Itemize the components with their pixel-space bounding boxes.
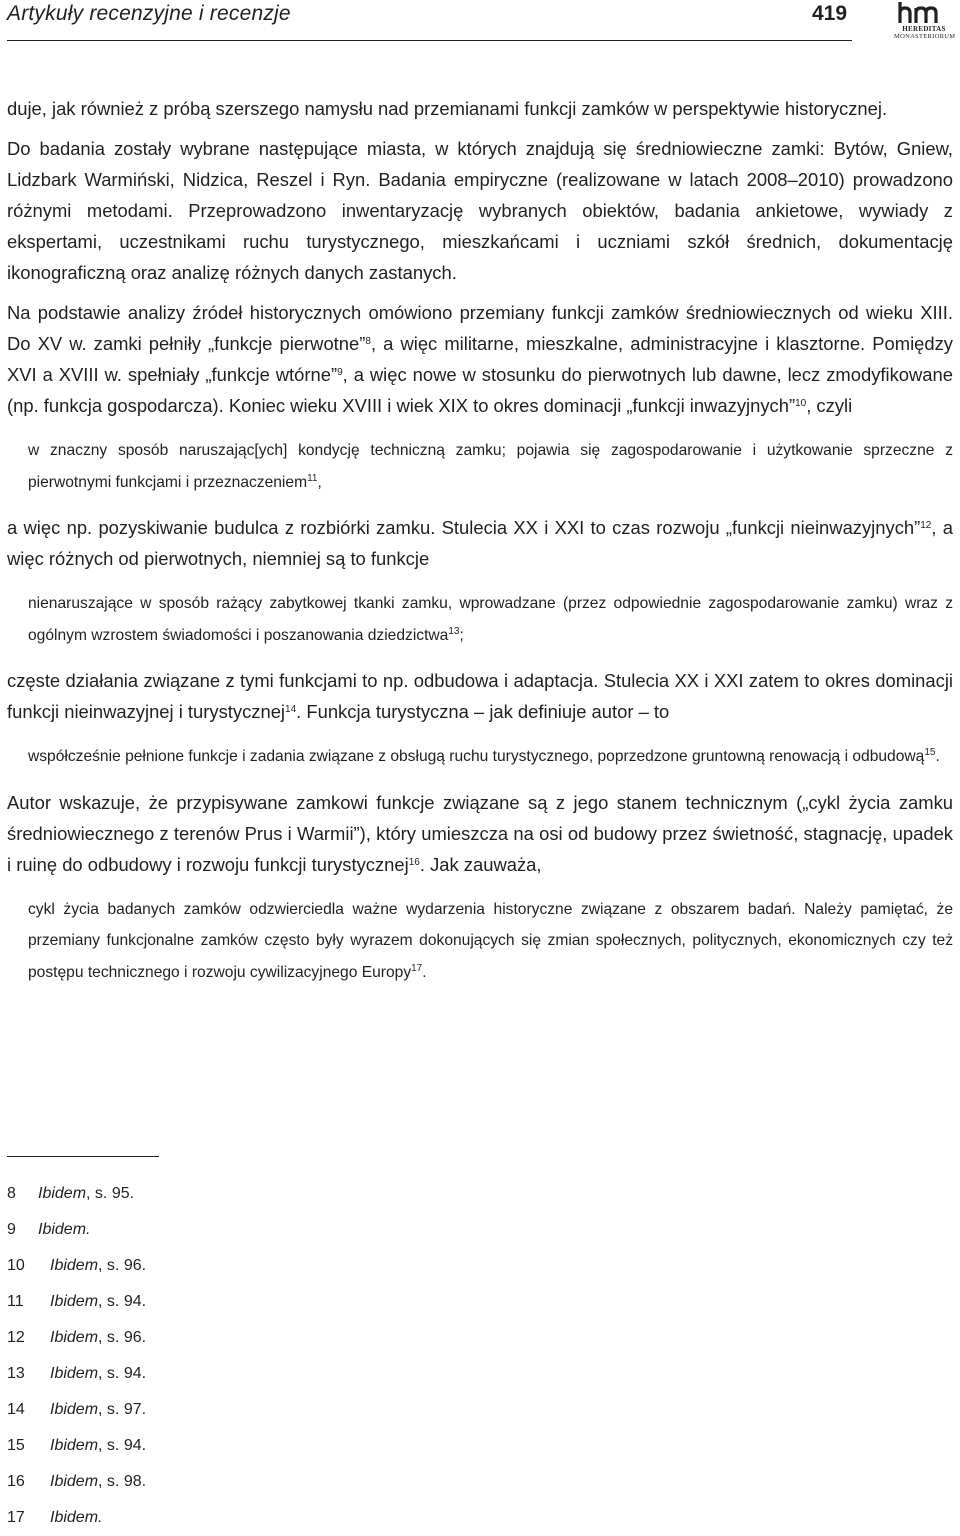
footnote-14 xyxy=(7,1392,407,1428)
paragraph-1: duje, jak również z próbą szerszego namysłu nad przemianami funkcji zamków w perspektywie historycznej. xyxy=(7,98,888,119)
footnote-ref-text: Ibidem xyxy=(50,1365,99,1382)
footnote-ref-11[interactable]: 11 xyxy=(307,472,318,484)
footnote-ref-14[interactable]: 14 xyxy=(285,704,297,715)
text-run: Na podstawie analizy źródeł historycznych omówiono przemiany funkcji zamków średniowiecznych od wieku XIII. Do XV w. zamki pełniły „funkcje pierwotne” xyxy=(7,302,953,354)
footnote-13 xyxy=(7,1356,407,1392)
footnote-ref-text: Ibidem. xyxy=(38,1221,91,1238)
logo-line-2: MONASTERIORUM xyxy=(894,33,956,40)
footnote-number: 9 xyxy=(7,1221,16,1238)
footnote-rest: , s. 95. xyxy=(86,1185,135,1202)
block-quote-3 xyxy=(28,741,953,773)
footnote-ref-text: Ibidem xyxy=(50,1293,99,1310)
footnote-9 xyxy=(7,1212,407,1248)
footnote-rest: , s. 96. xyxy=(98,1329,147,1346)
text-run: ; xyxy=(459,626,464,644)
footnote-16 xyxy=(7,1464,407,1500)
footnote-11 xyxy=(7,1284,407,1320)
footnote-ref-text: Ibidem xyxy=(50,1257,99,1274)
footnote-ref-13[interactable]: 13 xyxy=(448,625,460,637)
footnote-rest: , s. 98. xyxy=(98,1473,147,1490)
running-title: Artykuły recenzyjne i recenzje xyxy=(7,2,291,25)
text-run: Autor wskazuje, że przypisywane zamkowi funkcje związane są z jego stanem technicznym („cykl życia zamku średniowiecznego z terenów Prus i Warmii”), który umieszcza na osi od budowy przez świetność, stagnację, upadek i ruinę do odbudowy i rozwoju funkcji turystycznej xyxy=(7,791,953,875)
footnote-ref-15[interactable]: 15 xyxy=(924,747,936,758)
footnote-ref-10[interactable]: 10 xyxy=(795,398,807,409)
block-quote-2 xyxy=(28,588,953,651)
footnote-15 xyxy=(7,1428,407,1464)
page-header xyxy=(0,0,960,50)
text-run: , a więc nowe w stosunku do pierwotnych lub dawne, lecz zmodyfikowane (np. funkcja gospodarcza). Koniec wieku XVIII i wiek XIX to okres dominacji „funkcji inwazyjnych” xyxy=(7,364,953,416)
text-run: częste działania związane z tymi funkcjami to np. odbudowa i adaptacja. Stulecia XX i XXI zatem to okres dominacji funkcji nieinwazyjnej i turystycznej xyxy=(7,670,953,722)
footnote-10 xyxy=(7,1248,407,1284)
text-run: a więc np. pozyskiwanie budulca z rozbiórki zamku. Stulecia XX i XXI to czas rozwoju „funkcji nieinwazyjnych” xyxy=(7,517,921,538)
footnote-ref-text: Ibidem. xyxy=(50,1509,103,1526)
footnote-ref-12[interactable]: 12 xyxy=(920,520,932,531)
footnote-rest: , s. 94. xyxy=(98,1365,147,1382)
text-run: współcześnie pełnione funkcje i zadania związane z obsługą ruchu turystycznego, poprzedzone gruntowną renowacją i odbudową xyxy=(28,748,925,765)
footnote-number: 17 xyxy=(7,1509,25,1526)
footnote-ref-text: Ibidem xyxy=(50,1329,99,1346)
paragraph-5 xyxy=(7,665,953,727)
footnote-number: 12 xyxy=(7,1329,25,1346)
text-run: , a więc różnych od pierwotnych, niemniej są to funkcje xyxy=(7,517,954,569)
footnote-ref-text: Ibidem xyxy=(38,1185,87,1202)
footnote-rest: , s. 97. xyxy=(98,1401,147,1418)
text-run: . xyxy=(935,748,940,765)
footnote-number: 10 xyxy=(7,1257,25,1274)
logo-line-1: HEREDITAS xyxy=(902,25,946,33)
text-run: . Funkcja turystyczna – jak definiuje autor – to xyxy=(296,701,670,722)
article-body xyxy=(7,93,953,988)
footnote-number: 14 xyxy=(7,1401,25,1418)
footnote-17 xyxy=(7,1500,407,1536)
footnote-ref-text: Ibidem xyxy=(50,1437,99,1454)
footnote-ref-text: Ibidem xyxy=(50,1401,99,1418)
footnote-ref-17[interactable]: 17 xyxy=(411,962,423,974)
paragraph-3 xyxy=(7,297,953,421)
text-run: , czyli xyxy=(806,395,853,416)
footnotes xyxy=(7,1176,407,1536)
text-run: nienaruszające w sposób rażący zabytkowej tkanki zamku, wprowadzane (przez odpowiednie zagospodarowanie zamku) wraz z ogólnym wzrostem świadomości i poszanowania dziedzictwa xyxy=(28,595,953,644)
footnote-rest: , s. 94. xyxy=(98,1437,147,1454)
footnote-ref-16[interactable]: 16 xyxy=(408,856,420,868)
text-run: . Jak zauważa, xyxy=(419,853,542,875)
footnote-8 xyxy=(7,1176,407,1212)
footnote-ref-9[interactable]: 9 xyxy=(337,367,343,378)
footnote-number: 15 xyxy=(7,1437,25,1454)
footnote-rest: , s. 96. xyxy=(98,1257,147,1274)
hereditas-monasteriorum-logo xyxy=(894,2,954,42)
text-run: , a więc militarne, mieszkalne, administracyjne i klasztorne. Pomiędzy XVI a XVIII w. spełniały „funkcje wtórne” xyxy=(7,333,953,385)
page-number: 419 xyxy=(812,2,848,25)
footnote-ref-8[interactable]: 8 xyxy=(365,336,371,347)
footnote-number: 16 xyxy=(7,1473,25,1490)
footnote-separator xyxy=(7,1156,159,1157)
footnote-ref-text: Ibidem xyxy=(50,1473,99,1490)
text-run: , xyxy=(317,473,322,491)
block-quote-1 xyxy=(28,435,953,498)
text-run: . xyxy=(422,963,427,981)
paragraph-2: Do badania zostały wybrane następujące miasta, w których znajdują się średniowieczne zamki: Bytów, Gniew, Lidzbark Warmiński, Nidzica, Reszel i Ryn. Badania empiryczne (realizowane w latach 2008–2010) prowadzono różnymi metodami. Przeprowadzono inwentaryzację wybranych obiektów, badania ankietowe, wywiady z ekspertami, uczestnikami ruchu turystycznego, mieszkańcami i uczniami szkół średnich, dokumentację ikonograficzną oraz analizę różnych danych zastanych. xyxy=(7,138,953,283)
footnote-number: 13 xyxy=(7,1365,25,1382)
hm-logo-icon xyxy=(898,2,952,24)
footnote-12 xyxy=(7,1320,407,1356)
header-rule xyxy=(7,40,852,41)
text-run: w znaczny sposób naruszając[ych] kondycję techniczną zamku; pojawia się zagospodarowanie i użytkowanie sprzeczne z pierwotnymi funkcjami i przeznaczeniem xyxy=(28,442,953,491)
paragraph-6 xyxy=(7,787,953,880)
footnote-number: 11 xyxy=(7,1293,24,1310)
footnote-number: 8 xyxy=(7,1185,16,1202)
footnote-rest: , s. 94. xyxy=(98,1293,147,1310)
paragraph-4 xyxy=(7,512,953,574)
block-quote-4 xyxy=(28,894,953,989)
text-run: cykl życia badanych zamków odzwierciedla ważne wydarzenia historyczne związane z obszarem badań. Należy pamiętać, że przemiany funkcjonalne zamków często były wyrazem dokonujących się zmian społecznych, politycznych, ekonomicznych czy też postępu technicznego i rozwoju cywilizacyjnego Europy xyxy=(28,900,953,981)
